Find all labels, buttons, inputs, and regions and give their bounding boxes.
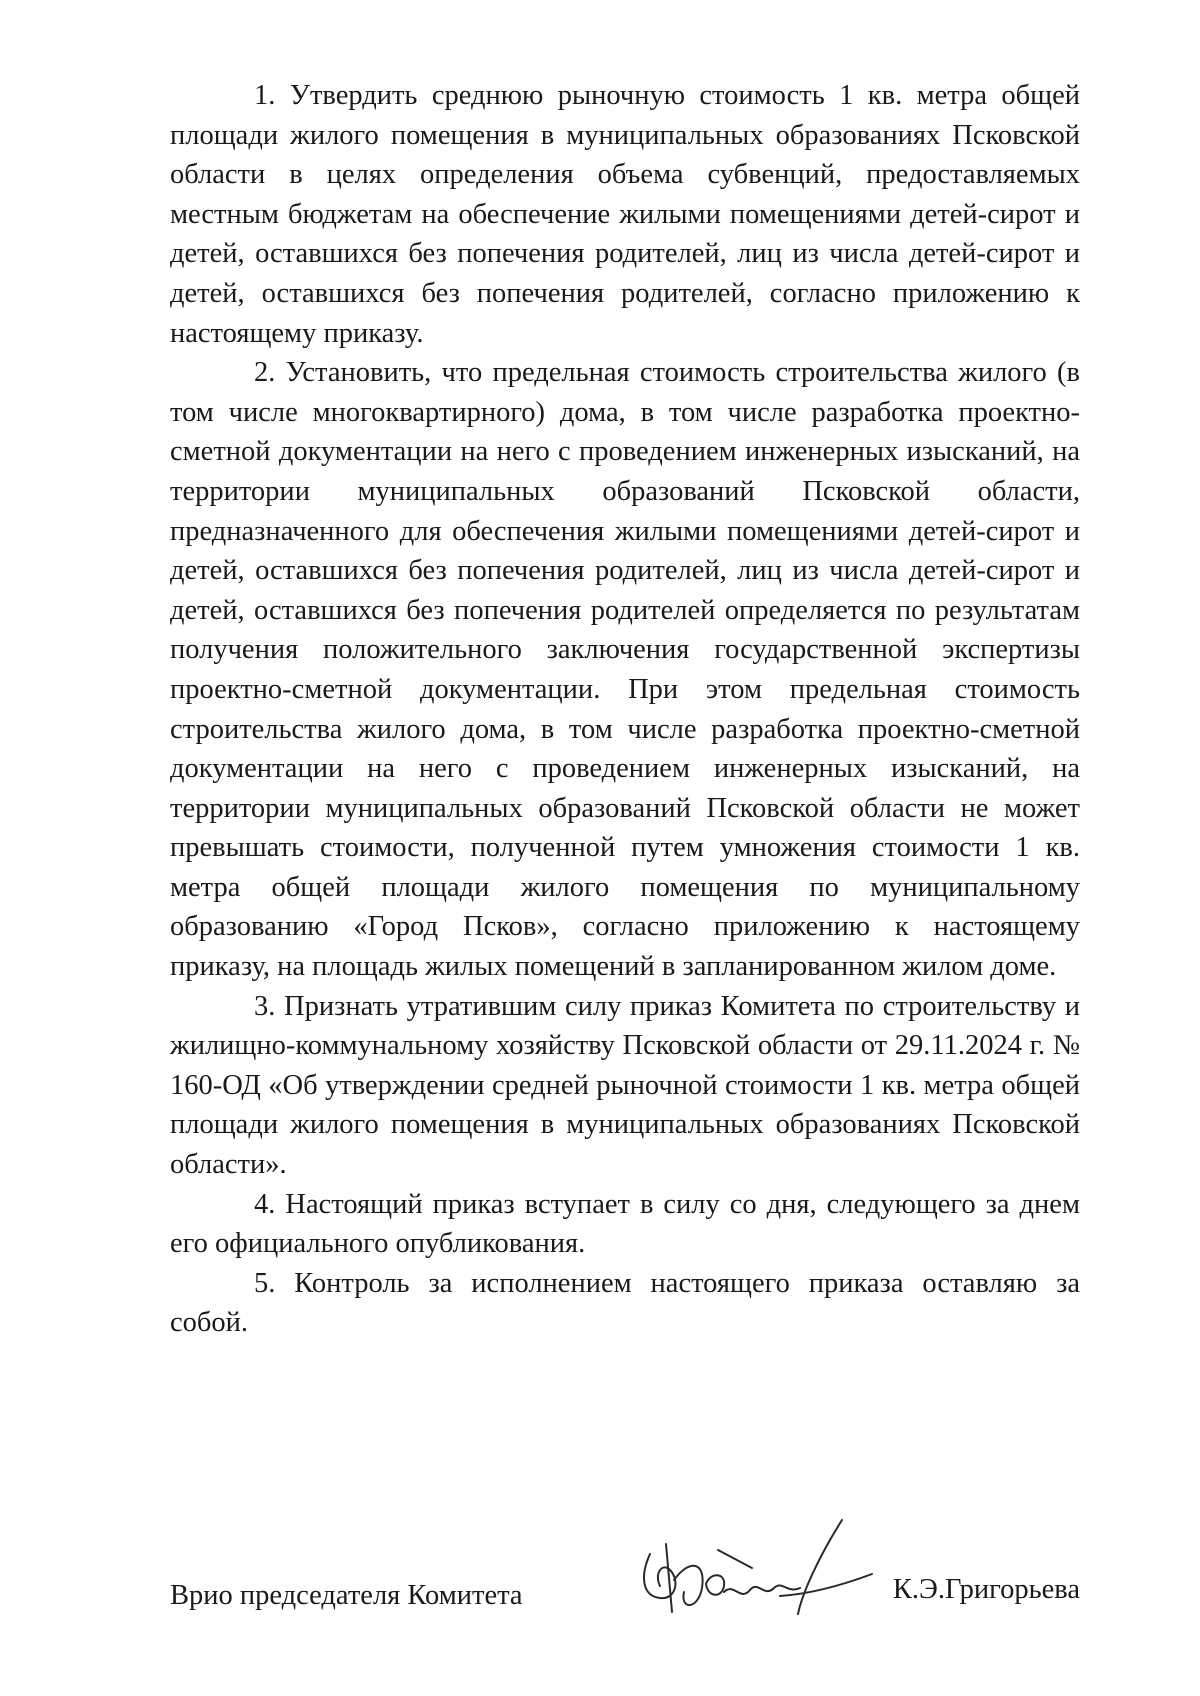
paragraph-3: 3. Признать утратившим силу приказ Комитета по строительству и жилищно-коммунальному хозяйству Псковской области от 29.11.2024 г. № 160-ОД «Об утверждении средней рыночной стоимости 1 кв. метра общей площади жилого помещения в муниципальных образованиях Псковской области».	[170, 990, 1080, 1181]
handwritten-signature	[610, 1514, 880, 1634]
signature-block	[170, 1530, 1080, 1650]
paragraph-5: 5. Контроль за исполнением настоящего приказа оставляю за собой.	[170, 1267, 1080, 1339]
paragraph-2: 2. Установить, что предельная стоимость строительства жилого (в том числе многоквартирного) дома, в том числе разработка проектно-сметной документации на него с проведением инженерных изысканий, на территории муниципальных образований Псковской области, предназначенного для обеспечения жилыми помещениями детей-сирот и детей, оставшихся без попечения родителей, лиц из числа детей-сирот и детей, оставшихся без попечения родителей определяется по результатам получения положительного заключения государственной экспертизы проектно-сметной документации. При этом предельная стоимость строительства жилого дома, в том числе разработка проектно-сметной документации на него с проведением инженерных изысканий, на территории муниципальных образований Псковской области не может превышать стоимости, полученной путем умножения стоимости 1 кв. метра общей площади жилого помещения по муниципальному образованию «Город Псков», согласно приложению к настоящему приказу, на площадь жилых помещений в запланированном жилом доме.	[170, 357, 1080, 983]
paragraph-1: 1. Утвердить среднюю рыночную стоимость 1 кв. метра общей площади жилого помещения в муниципальных образованиях Псковской области в целях определения объема субвенций, предоставляемых местным бюджетам на обеспечение жилыми помещениями детей-сирот и детей, оставшихся без попечения родителей, лиц из числа детей-сирот и детей, оставшихся без попечения родителей, согласно приложению к настоящему приказу.	[170, 80, 1080, 349]
order-body	[170, 76, 1080, 1343]
paragraph-4: 4. Настоящий приказ вступает в силу со дня, следующего за днем его официального опубликования.	[170, 1188, 1080, 1260]
signatory-position: Врио председателя Комитета	[170, 1580, 523, 1611]
signatory-name: К.Э.Григорьева	[892, 1574, 1080, 1605]
